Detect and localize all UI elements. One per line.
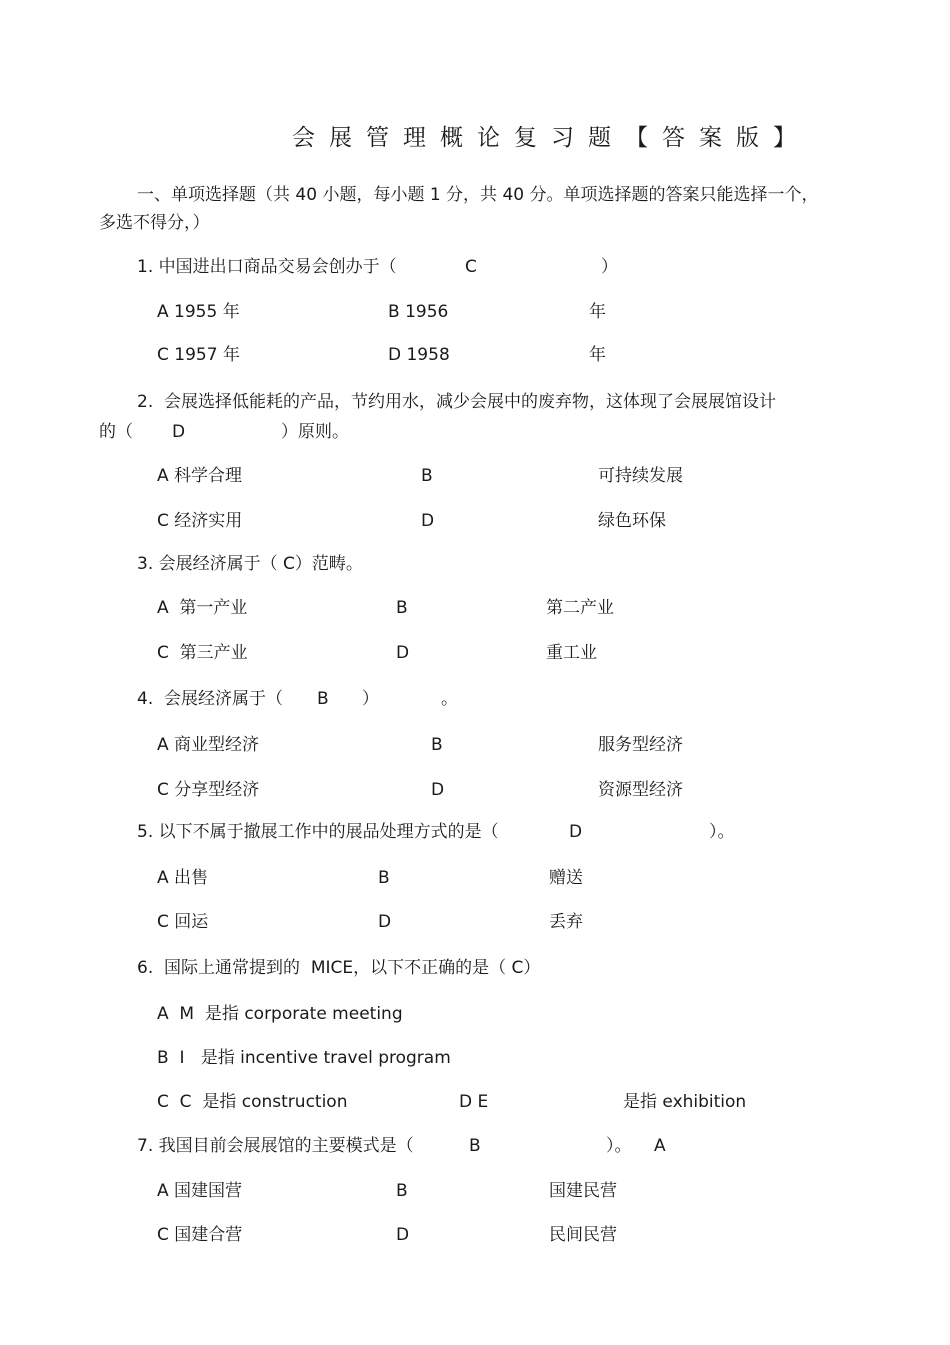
- question-1-close: ）: [601, 257, 618, 277]
- question-5-option-d-letter: D: [378, 912, 392, 932]
- question-1-answer: C: [465, 257, 477, 277]
- question-5-close: ）。: [709, 822, 735, 842]
- question-4-stem: 4. 会展经济属于（: [137, 689, 284, 709]
- question-6-stem: 6. 国际上通常提到的 MICE，以下不正确的是（ C）: [137, 958, 541, 978]
- question-5-option-a: A 出售: [157, 868, 209, 888]
- page-title: 会展管理概论复习题【答案版】: [292, 125, 810, 151]
- question-2-option-d-text: 绿色环保: [598, 511, 666, 531]
- question-4-option-a: A 商业型经济: [157, 735, 260, 755]
- question-3-option-b-text: 第二产业: [546, 598, 614, 618]
- question-4-option-c: C 分享型经济: [157, 780, 260, 800]
- question-1-option-b: B 1956: [388, 302, 449, 322]
- question-3-option-b-letter: B: [396, 598, 408, 618]
- question-7-stem: 7. 我国目前会展展馆的主要模式是（: [137, 1136, 414, 1156]
- question-2-option-a: A 科学合理: [157, 466, 243, 486]
- question-4-period: 。: [441, 689, 458, 709]
- question-5-option-b-letter: B: [378, 868, 390, 888]
- question-2-option-b-text: 可持续发展: [598, 466, 683, 486]
- question-4-answer: B: [317, 689, 329, 709]
- question-2-option-c: C 经济实用: [157, 511, 243, 531]
- question-3-option-a: A 第一产业: [157, 598, 248, 618]
- question-2-stem: 2. 会展选择低能耗的产品，节约用水，减少会展中的废弃物，这体现了会展展馆设计: [137, 392, 777, 412]
- question-6-option-c: C C 是指 construction: [157, 1092, 348, 1112]
- question-2-answer: D: [172, 422, 186, 442]
- question-6-option-a: A M 是指 corporate meeting: [157, 1004, 403, 1024]
- question-4-close: ）: [362, 689, 379, 709]
- question-7-option-d-text: 民间民营: [549, 1225, 617, 1245]
- question-3-option-c: C 第三产业: [157, 643, 248, 663]
- question-7-option-b-text: 国建民营: [549, 1181, 617, 1201]
- question-7-answer: B: [469, 1136, 481, 1156]
- question-4-option-d-text: 资源型经济: [598, 780, 683, 800]
- question-5-answer: D: [569, 822, 583, 842]
- question-4-option-b-letter: B: [431, 735, 443, 755]
- question-6-option-d-letter: D E: [459, 1092, 489, 1112]
- question-6-option-d-text: 是指 exhibition: [623, 1092, 747, 1112]
- question-7-option-b-letter: B: [396, 1181, 408, 1201]
- question-6-option-b: B I 是指 incentive travel program: [157, 1048, 451, 1068]
- question-7-option-a: A 国建国营: [157, 1181, 243, 1201]
- question-1-option-d: D 1958: [388, 345, 450, 365]
- question-3-option-d-letter: D: [396, 643, 410, 663]
- question-5-stem: 5. 以下不属于撤展工作中的展品处理方式的是（: [137, 822, 499, 842]
- question-1-option-d-suffix: 年: [589, 345, 606, 365]
- question-3-option-d-text: 重工业: [546, 643, 597, 663]
- question-2-close: ）原则。: [281, 422, 349, 442]
- question-7-option-c: C 国建合营: [157, 1225, 243, 1245]
- question-1-option-c: C 1957 年: [157, 345, 240, 365]
- question-7-option-d-letter: D: [396, 1225, 410, 1245]
- question-3-stem: 3. 会展经济属于（ C）范畴。: [137, 554, 363, 574]
- section-heading-line1: 一、单项选择题（共 40 小题，每小题 1 分，共 40 分。单项选择题的答案只能选择一个，: [137, 185, 819, 205]
- question-4-option-d-letter: D: [431, 780, 445, 800]
- question-1-option-a: A 1955 年: [157, 302, 240, 322]
- question-5-option-b-text: 赠送: [549, 868, 583, 888]
- question-5-option-c: C 回运: [157, 912, 209, 932]
- question-1-option-b-suffix: 年: [589, 302, 606, 322]
- question-1-stem: 1. 中国进出口商品交易会创办于（: [137, 257, 397, 277]
- question-7-extra: A: [654, 1136, 666, 1156]
- question-2-option-b-letter: B: [421, 466, 433, 486]
- question-2-option-d-letter: D: [421, 511, 435, 531]
- question-2-stem-cont: 的（: [99, 422, 133, 442]
- section-heading-line2: 多选不得分，）: [99, 213, 210, 233]
- question-4-option-b-text: 服务型经济: [598, 735, 683, 755]
- question-5-option-d-text: 丢弃: [549, 912, 583, 932]
- question-7-close: ）。: [606, 1136, 632, 1156]
